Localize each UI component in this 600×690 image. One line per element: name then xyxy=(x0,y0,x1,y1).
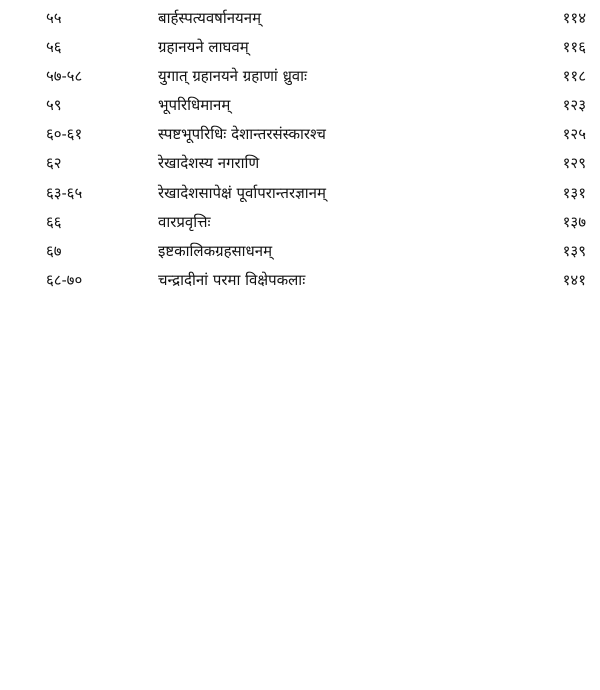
toc-row xyxy=(0,237,600,266)
page-number: ११६ xyxy=(562,38,586,57)
verse-number: ५७-५८ xyxy=(46,67,83,86)
page-number: १४१ xyxy=(562,270,586,289)
toc-row xyxy=(0,33,600,62)
toc-row xyxy=(0,91,600,120)
toc-row xyxy=(0,208,600,237)
toc-row xyxy=(0,62,600,91)
verse-number: ६७ xyxy=(46,241,62,260)
page-number: ११४ xyxy=(562,9,586,27)
page-number: १२३ xyxy=(562,96,586,115)
section-title: इष्टकालिकग्रहसाधनम् xyxy=(158,241,273,260)
table-of-contents xyxy=(0,4,600,295)
verse-number: ६६ xyxy=(46,212,62,231)
section-title: भूपरिधिमानम् xyxy=(158,96,231,115)
section-title: चन्द्रादीनां परमा विक्षेपकलाः xyxy=(158,270,306,289)
verse-number: ६२ xyxy=(46,154,62,173)
page-number: १२५ xyxy=(562,125,586,144)
section-title: रेखादेशस्य नगराणि xyxy=(158,154,260,173)
verse-number: ५५ xyxy=(46,9,62,27)
verse-number: ५९ xyxy=(46,96,62,115)
verse-number: ६८-७० xyxy=(46,270,83,289)
section-title: ग्रहानयने लाघवम् xyxy=(158,38,249,57)
verse-number: ६०-६१ xyxy=(46,125,83,144)
page-number: १३९ xyxy=(562,241,586,260)
section-title: स्पष्टभूपरिधिः देशान्तरसंस्कारश्च xyxy=(158,125,326,144)
toc-row xyxy=(0,4,600,33)
page-number: ११८ xyxy=(562,67,586,86)
verse-number: ५६ xyxy=(46,38,62,57)
section-title: बार्हस्पत्यवर्षानयनम् xyxy=(158,9,262,27)
verse-number: ६३-६५ xyxy=(46,183,83,202)
section-title: वारप्रवृत्तिः xyxy=(158,212,211,231)
toc-row xyxy=(0,149,600,178)
page-number: १३१ xyxy=(562,183,586,202)
section-title: युगात् ग्रहानयने ग्रहाणां ध्रुवाः xyxy=(158,67,308,86)
page-number: १३७ xyxy=(562,212,586,231)
toc-row xyxy=(0,179,600,208)
toc-row xyxy=(0,120,600,149)
section-title: रेखादेशसापेक्षं पूर्वापरान्तरज्ञानम् xyxy=(158,183,326,202)
page-number: १२९ xyxy=(562,154,586,173)
toc-row xyxy=(0,266,600,295)
